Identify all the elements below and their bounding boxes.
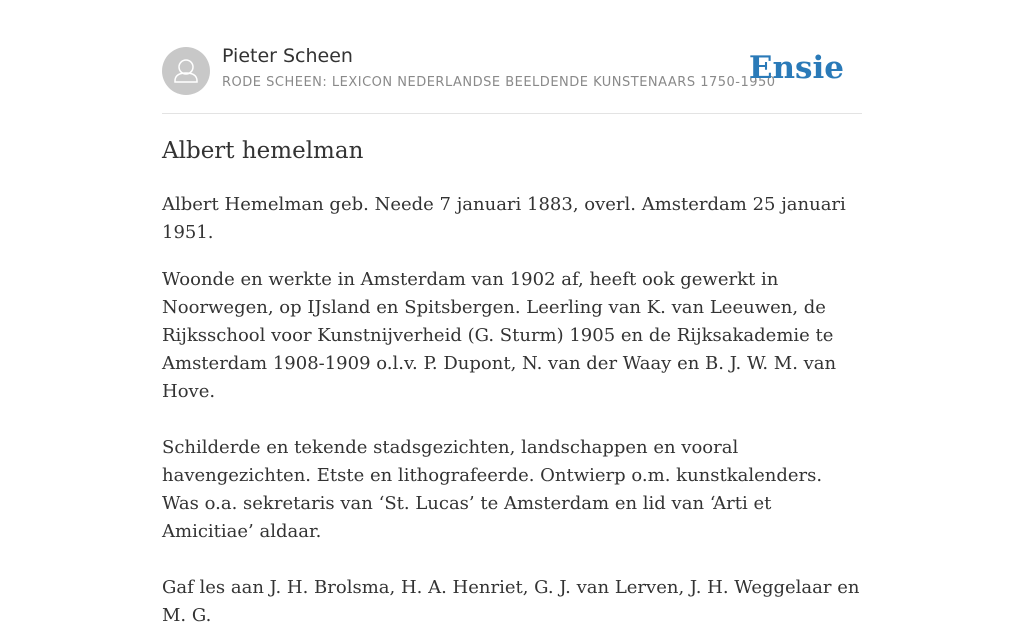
- author-avatar[interactable]: [162, 47, 210, 95]
- article-title: Albert hemelman: [162, 138, 364, 164]
- ensie-logo[interactable]: Ensie: [748, 50, 844, 86]
- paragraph-birth-death: Albert Hemelman geb. Neede 7 januari 1883, overl. Amsterdam 25 januari 1951.: [162, 194, 846, 243]
- paragraph-students: Gaf les aan J. H. Brolsma, H. A. Henriet, G. J. van Lerven, J. H. Weggelaar en M. G.: [162, 577, 860, 626]
- source-title[interactable]: RODE SCHEEN: LEXICON NEDERLANDSE BEELDENDE KUNSTENAARS 1750-1950: [222, 75, 776, 90]
- article-body: [162, 191, 862, 630]
- author-name[interactable]: Pieter Scheen: [222, 45, 353, 67]
- content-container: [162, 0, 862, 626]
- user-icon: [162, 47, 210, 95]
- paragraph-work: Schilderde en tekende stadsgezichten, landschappen en vooral havengezichten. Etste en lithografeerde. Ontwierp o.m. kunstkalenders. Was o.a. sekretaris van ‘St. Lucas’ te Amsterdam en lid van ‘Arti et Amicitiae’ aldaar.: [162, 437, 823, 542]
- article-header: [162, 0, 862, 114]
- paragraph-education: Woonde en werkte in Amsterdam van 1902 af, heeft ook gewerkt in Noorwegen, op IJsland en Spitsbergen. Leerling van K. van Leeuwen, de Rijksschool voor Kunstnijverheid (G. Sturm) 1905 en de Rijksakademie te Amsterdam 1908-1909 o.l.v. P. Dupont, N. van der Waay en B. J. W. M. van Hove.: [162, 269, 837, 402]
